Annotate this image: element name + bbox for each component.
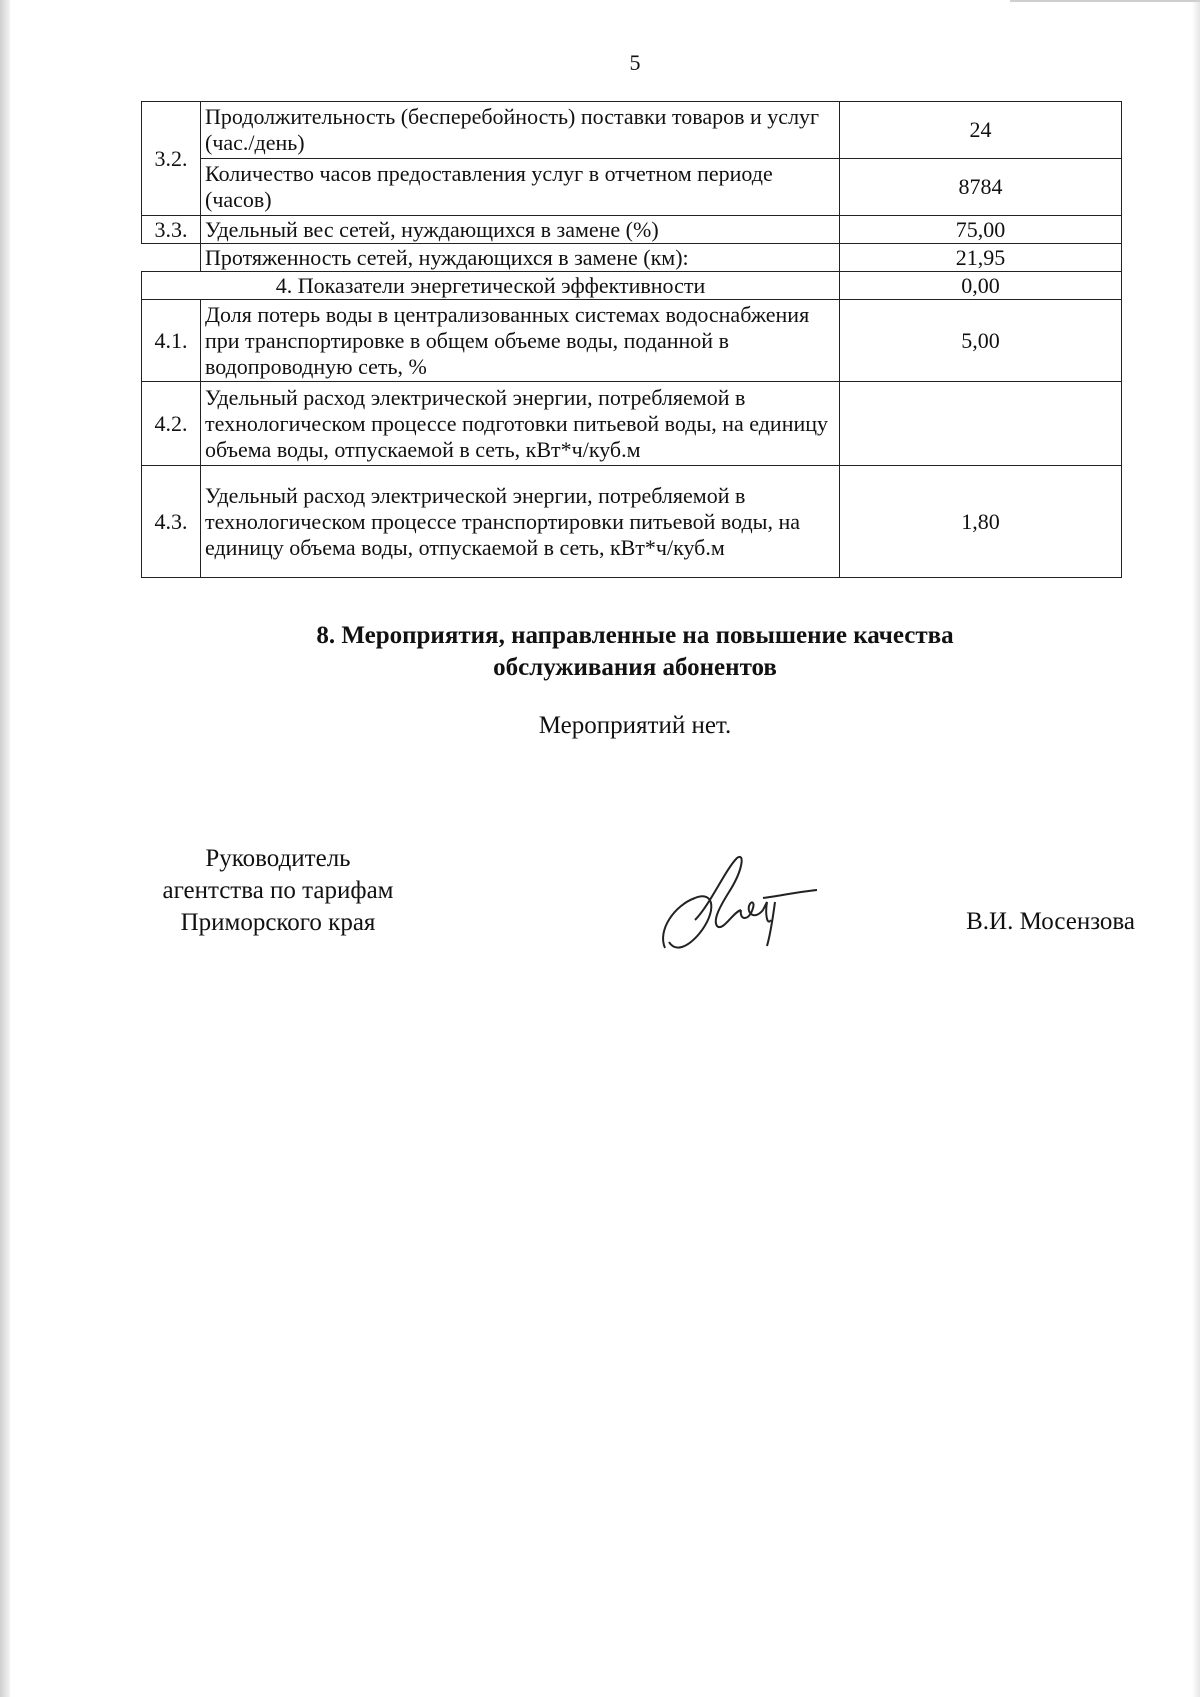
table-row	[142, 244, 1122, 272]
scan-left-edge	[0, 0, 10, 1697]
table-row	[142, 300, 1122, 382]
row-description: Доля потерь воды в централизованных системах водоснабжения при транспортировке в общем объеме воды, поданной в водопроводную сеть, %	[201, 300, 840, 382]
signature-stroke	[763, 890, 817, 898]
row-number: 4.3.	[142, 466, 201, 578]
signatory-position	[128, 843, 428, 939]
row-description: Количество часов предоставления услуг в отчетном периоде (часов)	[201, 159, 840, 216]
handwritten-signature	[655, 850, 825, 960]
table-row	[142, 159, 1122, 216]
table-row	[142, 102, 1122, 159]
position-line: Руководитель	[205, 845, 351, 872]
row-description: Удельный расход электрической энергии, потребляемой в технологическом процессе подготовки питьевой воды, на единицу объема воды, отпускаемой в сеть, кВт*ч/куб.м	[201, 382, 840, 466]
section-heading-cell: 4. Показатели энергетической эффективности	[142, 272, 840, 300]
row-value	[840, 382, 1122, 466]
row-value: 1,80	[840, 466, 1122, 578]
signature-stroke	[695, 857, 742, 927]
row-number: 4.2.	[142, 382, 201, 466]
section-8-title	[180, 620, 1090, 684]
row-description: Удельный вес сетей, нуждающихся в замене (%)	[201, 216, 840, 244]
scan-right-edge	[1192, 0, 1200, 1697]
row-description: Удельный расход электрической энергии, потребляемой в технологическом процессе транспортировки питьевой воды, на единицу объема воды, отпускаемой в сеть, кВт*ч/куб.м	[201, 466, 840, 578]
section-title-line: обслуживания абонентов	[493, 654, 777, 681]
table-row	[142, 382, 1122, 466]
scan-top-rule	[1010, 0, 1200, 2]
section-title-line: 8. Мероприятия, направленные на повышение качества	[316, 622, 954, 649]
section-8-body: Мероприятий нет.	[538, 712, 732, 739]
indicators-table	[141, 101, 1122, 578]
table-row	[142, 272, 1122, 300]
table-row	[142, 216, 1122, 244]
row-number: 4.1.	[142, 300, 201, 382]
position-line: агентства по тарифам	[162, 877, 394, 904]
page-number: 5	[629, 50, 641, 75]
position-line: Приморского края	[180, 909, 376, 936]
row-value: 8784	[840, 159, 1122, 216]
row-value: 0,00	[840, 272, 1122, 300]
row-number: 3.3.	[142, 216, 201, 244]
signer-name: В.И. Мосензова	[966, 908, 1135, 935]
signature-stroke	[663, 896, 711, 948]
row-description: Продолжительность (бесперебойность) поставки товаров и услуг (час./день)	[201, 102, 840, 159]
row-description: Протяженность сетей, нуждающихся в замене (км):	[201, 244, 840, 272]
signature-stroke	[767, 902, 775, 946]
row-value: 5,00	[840, 300, 1122, 382]
signature-stroke	[741, 902, 771, 922]
row-number: 3.2.	[142, 102, 201, 216]
table-row	[142, 466, 1122, 578]
row-value: 24	[840, 102, 1122, 159]
row-value: 75,00	[840, 216, 1122, 244]
row-number	[142, 244, 201, 272]
row-value: 21,95	[840, 244, 1122, 272]
